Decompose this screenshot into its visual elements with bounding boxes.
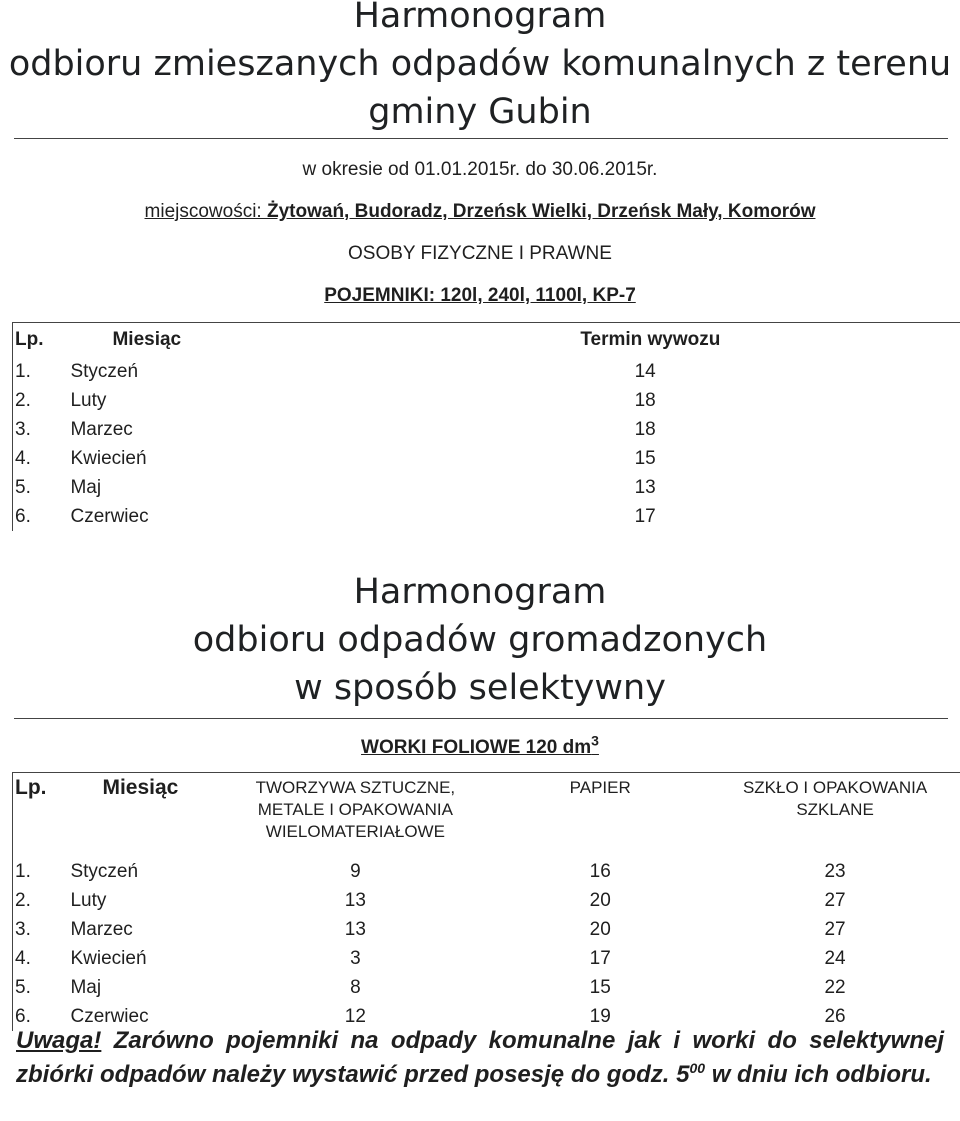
table-row [13,444,960,473]
divider [14,138,948,139]
table-row [13,915,960,944]
row-month: Luty [70,889,107,911]
selective-title-line-1: Harmonogram [353,572,607,612]
row-lp: 5. [15,976,31,998]
row-month: Czerwiec [70,505,149,527]
bags-text [0,732,960,760]
row-plastic: 8 [350,976,361,998]
table-row [13,386,960,415]
table-header-row [13,773,960,858]
table-header-row [13,323,960,358]
row-month: Maj [70,476,102,498]
row-lp: 2. [15,889,31,911]
header-lp: Lp. [15,329,44,350]
row-paper: 15 [589,976,611,998]
row-month: Maj [70,976,102,998]
row-lp: 4. [15,447,31,469]
row-plastic: 13 [344,918,366,940]
mixed-waste-table [12,322,960,531]
selective-title [0,568,960,712]
note-label: Uwaga! [16,1027,102,1054]
title-line-2: odbioru zmieszanych odpadów komunalnych z terenu [8,44,952,84]
note-sup: 00 [689,1060,706,1076]
row-lp: 3. [15,418,31,440]
row-glass: 22 [824,976,846,998]
row-lp: 3. [15,918,31,940]
row-term: 17 [634,505,656,527]
table-row [13,973,960,1002]
row-glass: 24 [824,947,846,969]
row-paper: 20 [589,889,611,911]
header-month: Miesiąc [112,329,182,350]
header-lp: Lp. [15,776,47,799]
row-plastic: 13 [344,889,366,911]
row-glass: 26 [824,1005,846,1027]
localities-value: Żytowań, Budoradz, Drzeńsk Wielki, Drzeńsk Mały, Komorów [267,201,816,222]
header-paper: PAPIER [569,778,631,797]
divider [14,718,948,719]
row-paper: 19 [589,1005,611,1027]
row-lp: 5. [15,476,31,498]
row-month: Luty [70,389,107,411]
bags-label: WORKI FOLIOWE 120 dm [361,737,592,758]
row-plastic: 9 [350,860,361,882]
note [16,1024,944,1092]
row-month: Styczeń [70,360,139,382]
row-month: Czerwiec [70,1005,149,1027]
table-row [13,857,960,886]
header-month: Miesiąc [102,776,179,799]
row-month: Styczeń [70,860,139,882]
row-term: 18 [634,389,656,411]
row-term: 13 [634,476,656,498]
row-glass: 23 [824,860,846,882]
selective-waste-table [12,772,960,1031]
localities-label: miejscowości: [144,201,267,222]
row-paper: 16 [589,860,611,882]
title-line-1: Harmonogram [353,0,607,36]
header-plastic: TWORZYWA SZTUCZNE, METALE I OPAKOWANIA WIELOMATERIAŁOWE [255,778,456,841]
row-plastic: 3 [350,947,361,969]
note-end: w dniu ich odbioru. [705,1061,932,1088]
header-term: Termin wywozu [580,329,721,350]
table-row [13,473,960,502]
table-row [13,502,960,531]
note-text: Zarówno pojemniki na odpady komunalne jak i worki do selektywnej zbiórki odpadów należy wystawić przed posesję do godz. 5 [16,1027,944,1088]
row-term: 18 [634,418,656,440]
row-glass: 27 [824,918,846,940]
localities-line [0,200,960,224]
row-month: Kwiecień [70,447,147,469]
row-lp: 4. [15,947,31,969]
row-lp: 6. [15,1005,31,1027]
selective-title-line-2: odbioru odpadów gromadzonych [192,620,768,660]
header-glass: SZKŁO I OPAKOWANIA SZKLANE [742,778,928,819]
row-lp: 6. [15,505,31,527]
table-row [13,886,960,915]
row-term: 15 [634,447,656,469]
row-paper: 20 [589,918,611,940]
row-paper: 17 [589,947,611,969]
row-lp: 2. [15,389,31,411]
row-month: Marzec [70,418,133,440]
persons-text: OSOBY FIZYCZNE I PRAWNE [348,243,612,264]
schedule-title [0,0,960,136]
row-month: Marzec [70,918,133,940]
containers-text: POJEMNIKI: 120l, 240l, 1100l, KP-7 [324,285,636,306]
table-row [13,415,960,444]
table-row [13,357,960,386]
row-plastic: 12 [344,1005,366,1027]
table-row [13,944,960,973]
selective-title-line-3: w sposób selektywny [294,668,666,708]
period-text: w okresie od 01.01.2015r. do 30.06.2015r. [302,159,658,180]
row-month: Kwiecień [70,947,147,969]
row-glass: 27 [824,889,846,911]
row-lp: 1. [15,360,31,382]
row-term: 14 [634,360,656,382]
bags-sup: 3 [591,732,599,749]
title-line-3: gminy Gubin [368,92,592,132]
row-lp: 1. [15,860,31,882]
